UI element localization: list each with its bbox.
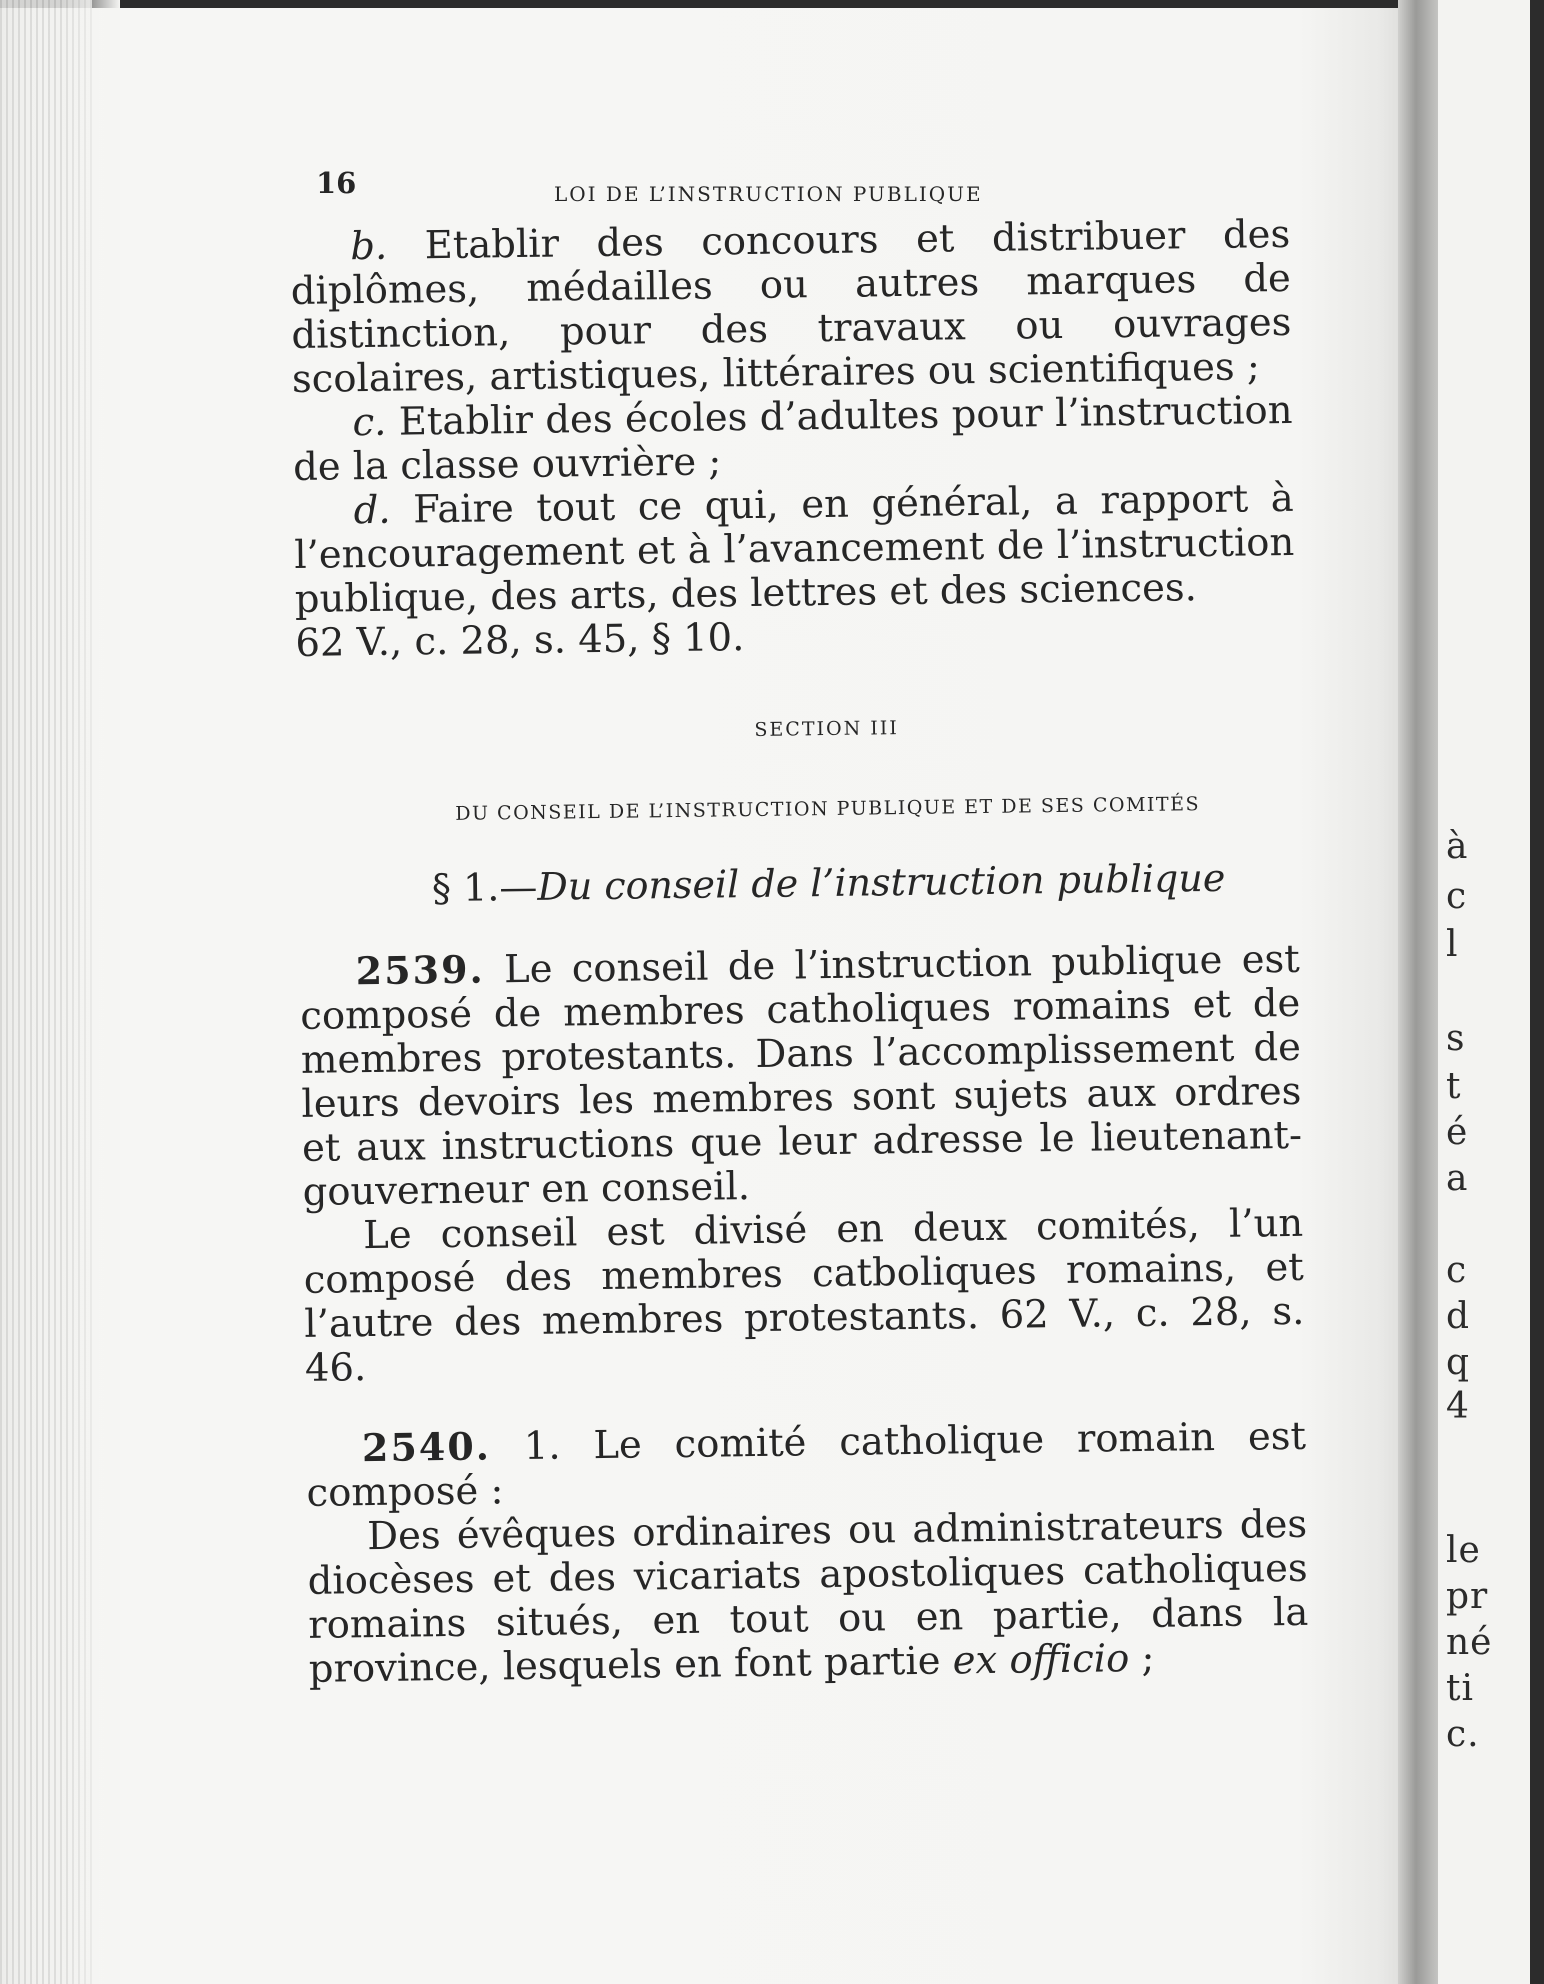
article-2540-paragraph-2 [307, 1503, 1309, 1692]
item-d [293, 477, 1295, 666]
item-c-label: c. [352, 399, 387, 446]
page-header [316, 166, 1076, 216]
subsection-title: Du conseil de l’instruction publique [537, 855, 1226, 909]
facing-page-fragment: t [1446, 1066, 1462, 1107]
section-title: DU CONSEIL DE L’INSTRUCTION PUBLIQUE ET DE SES COMITÉS [455, 793, 1201, 825]
facing-page-strip [1438, 0, 1544, 1984]
article-2540-text-1: 1. Le comité catholique romain est composé : [306, 1413, 1307, 1516]
facing-page-fragment: c [1446, 876, 1468, 917]
subsection-prefix: § 1.— [431, 864, 538, 911]
article-2540-ex-officio: ex officio [952, 1636, 1130, 1684]
facing-page-fragment: c. [1446, 1714, 1480, 1755]
page-number: 16 [316, 166, 357, 200]
article-2539-text-1: Le conseil de l’instruction publique est composé de membres catholiques romains et de membres protestants. Dans l’accomplissement de leurs devoirs les membres sont sujets aux ordres et aux instructions que leur adresse le lieutenant-gouverneur en conseil. [300, 936, 1303, 1215]
facing-page-fragment: 4 [1446, 1386, 1470, 1427]
item-d-citation: 62 V., c. 28, s. 45, § 10. [295, 615, 745, 666]
facing-page-fragment: d [1446, 1296, 1471, 1337]
item-b-label: b. [349, 223, 388, 270]
section-label: SECTION III [754, 717, 899, 741]
facing-page-fragment: q [1446, 1342, 1471, 1383]
page-body [290, 213, 1309, 1692]
article-number-2539: 2539. [355, 946, 486, 994]
facing-page-fragment: le [1446, 1530, 1481, 1571]
facing-page-fragment: à [1446, 826, 1469, 867]
facing-page-fragment: l [1446, 924, 1459, 965]
page-edge-shading [60, 0, 120, 1984]
item-c [292, 389, 1293, 490]
book-gutter-shadow [1398, 0, 1438, 1984]
facing-page-fragment: c [1446, 1250, 1468, 1291]
scan-top-edge [0, 0, 1544, 8]
article-number-2540: 2540. [361, 1423, 492, 1471]
item-b-text: Etablir des concours et distribuer des diplômes, médailles ou autres marques de distinction, pour des travaux ou ouvrages scolaires, artistiques, littéraires ou scientifiques ; [290, 211, 1292, 402]
facing-page-fragment: ti [1446, 1668, 1474, 1709]
article-2539-paragraph-2: Le conseil est divisé en deux comités, l’un composé des membres catboliques romains, et l’autre des membres protestants. 62 V., c. 28, s. 46. [303, 1200, 1305, 1391]
facing-page-fragment: né [1446, 1622, 1493, 1663]
article-2540-text-2-end: ; [1128, 1635, 1155, 1682]
scan-right-edge [1530, 0, 1544, 1984]
item-c-text: Etablir des écoles d’adultes pour l’instruction de la classe ouvrière ; [292, 387, 1293, 490]
facing-page-fragment: s [1446, 1018, 1466, 1059]
article-2539-paragraph-1 [299, 937, 1302, 1215]
article-2540-paragraph-1 [306, 1414, 1307, 1516]
facing-page-fragment: pr [1446, 1576, 1489, 1617]
running-head: LOI DE L’INSTRUCTION PUBLIQUE [554, 182, 983, 206]
article-2540-text-2: Des évêques ordinaires ou administrateurs des diocèses et des vicariats apostoliques catholiques romains situés, en tout ou en partie, dans la province, lesquels en font partie [307, 1501, 1309, 1692]
facing-page-fragment: a [1446, 1158, 1469, 1199]
item-b [290, 213, 1292, 402]
item-d-label: d. [353, 487, 391, 534]
facing-page-fragment: é [1446, 1112, 1469, 1153]
item-d-text: Faire tout ce qui, en général, a rapport à l’encouragement et à l’avancement de l’instruction publique, des arts, des lettres et des sciences. [294, 475, 1295, 622]
